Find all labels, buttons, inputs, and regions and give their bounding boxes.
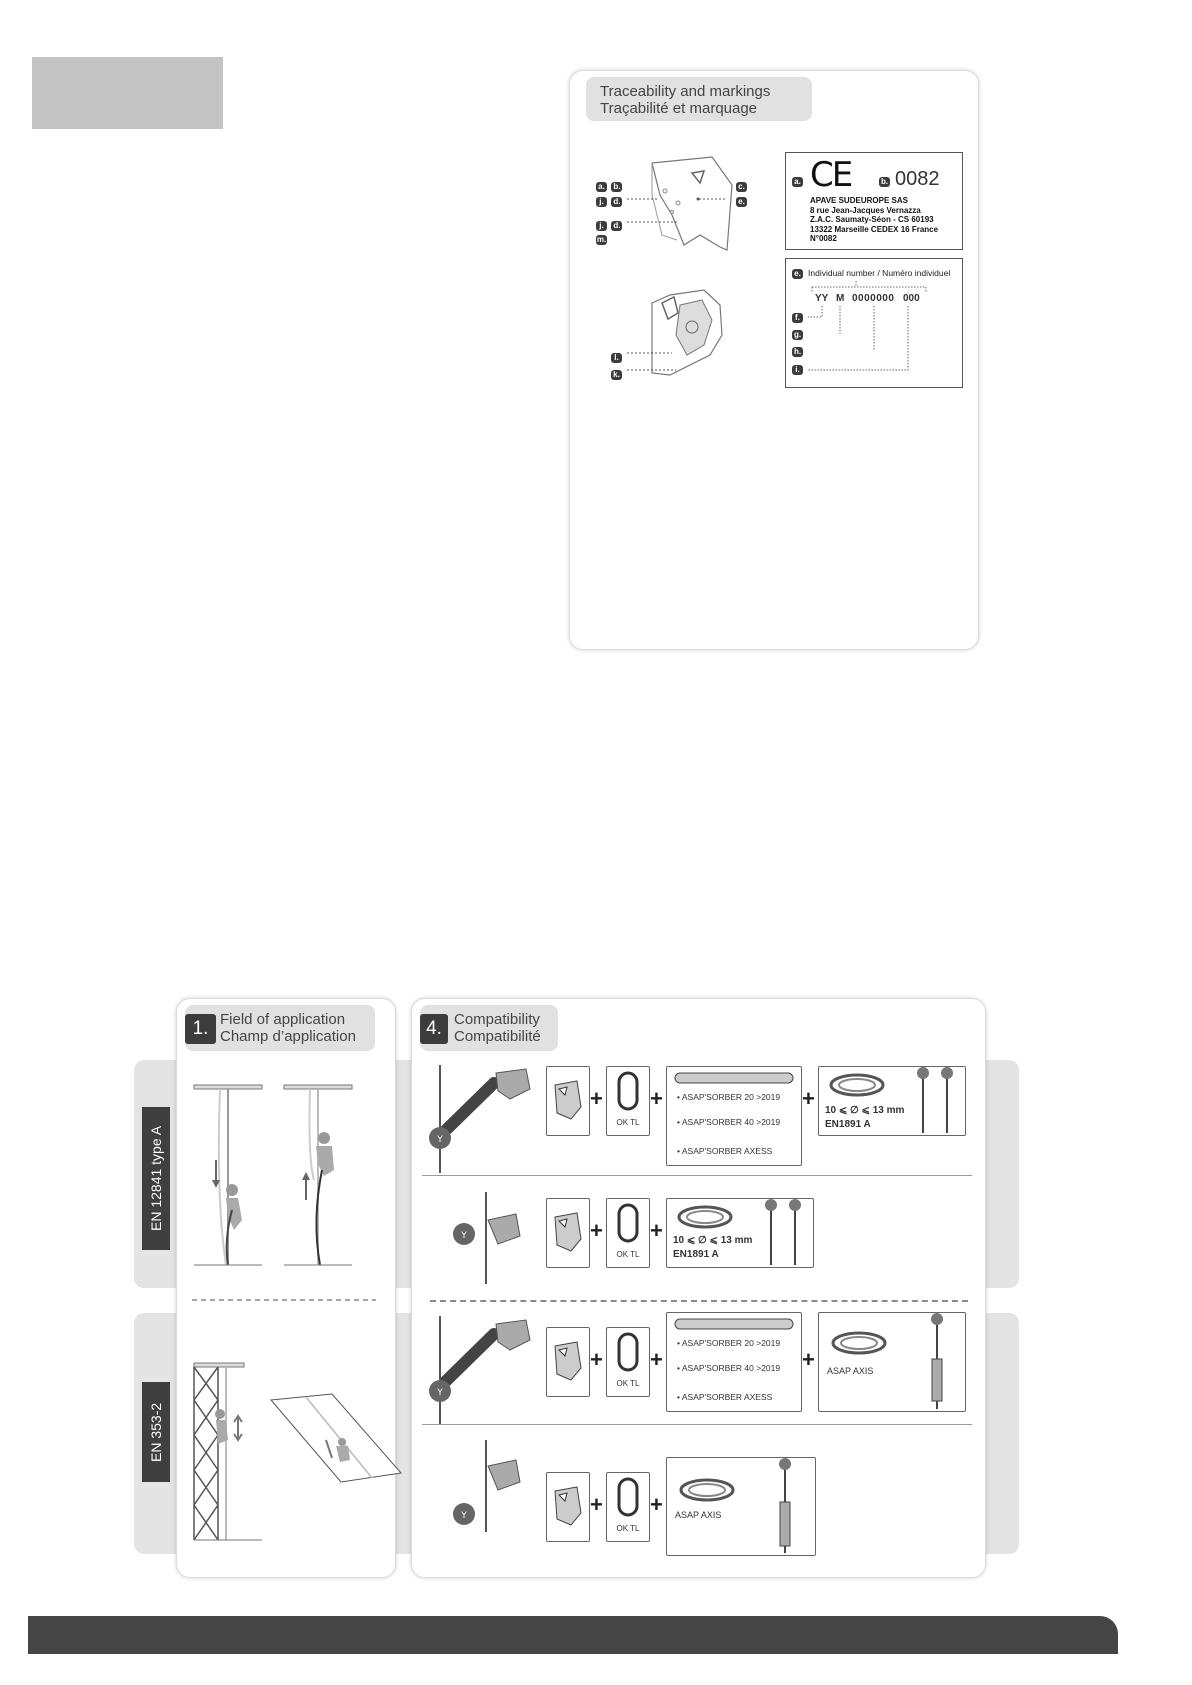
row4-usage-illustration	[446, 1440, 536, 1532]
device-icon	[547, 1328, 589, 1396]
ce-label-a: a.	[792, 177, 803, 187]
rope-standard: EN1891 A	[673, 1249, 719, 1260]
device-icon	[547, 1067, 589, 1135]
row-separator	[422, 1175, 972, 1176]
field-illustrations	[186, 1080, 386, 1550]
serial-label-f: f.	[792, 313, 803, 323]
ce-marking-box	[785, 152, 963, 250]
row1-absorber-box	[666, 1066, 802, 1166]
row2-usage-illustration	[446, 1192, 536, 1284]
section-number-4: 4.	[420, 1014, 448, 1044]
absorber-icon	[667, 1067, 801, 1089]
plus-sign: +	[650, 1218, 663, 1243]
label-e-wrap	[736, 191, 747, 209]
serial-label-h: h.	[793, 347, 802, 356]
compatibility-header	[420, 1005, 558, 1051]
address-line: Z.A.C. Saumaty-Séon - CS 60193	[810, 215, 934, 224]
device-icon	[547, 1473, 589, 1541]
plus-sign: +	[590, 1086, 603, 1111]
row1-rope-box	[818, 1066, 966, 1136]
label-e: e.	[736, 197, 747, 207]
plus-sign: +	[590, 1347, 603, 1372]
footer-bar	[28, 1616, 1118, 1654]
absorber-option: • ASAP'SORBER 40 >2019	[677, 1117, 781, 1127]
field-title-en: Field of application	[220, 1011, 346, 1028]
carabiner-label: OK TL	[616, 1524, 640, 1533]
plus-sign: +	[590, 1218, 603, 1243]
traceability-header	[586, 77, 812, 121]
address-line: APAVE SUDEUROPE SAS	[810, 196, 908, 205]
label-j: j.	[596, 197, 607, 207]
address-line: N°0082	[810, 234, 837, 243]
row2-rope-box	[666, 1198, 814, 1268]
plus-sign: +	[590, 1492, 603, 1517]
absorber-icon	[667, 1313, 801, 1335]
row4-axis-box	[666, 1457, 816, 1556]
address-line: 8 rue Jean-Jacques Vernazza	[810, 205, 921, 215]
compat-title-en: Compatibility	[454, 1011, 540, 1028]
serial-yy: YY	[815, 293, 829, 304]
row2-carabiner-box	[606, 1198, 650, 1268]
svg-text:Y: Y	[437, 1388, 443, 1398]
rope-range: 10 ⩽ ∅ ⩽ 13 mm	[673, 1235, 753, 1246]
label-a: a.	[596, 182, 607, 192]
ce-label-b: b.	[880, 177, 889, 186]
svg-text:Y: Y	[461, 1511, 467, 1521]
serial-digits: 0000000	[852, 293, 895, 304]
axis-label: ASAP AXIS	[675, 1510, 722, 1520]
row1-usage-illustration	[426, 1065, 536, 1173]
svg-text:Y: Y	[437, 1135, 443, 1145]
notified-body-address	[810, 196, 938, 244]
serial-number-box	[785, 258, 963, 388]
plus-sign: +	[650, 1086, 663, 1111]
row3-usage-illustration	[426, 1316, 536, 1424]
traceability-title-fr: Traçabilité et marquage	[600, 100, 758, 117]
compat-title-fr: Compatibilité	[454, 1028, 541, 1045]
carabiner-label: OK TL	[616, 1250, 640, 1259]
plus-sign: +	[650, 1347, 663, 1372]
serial-label-e: e.	[792, 269, 803, 279]
label-c: c.	[736, 182, 747, 192]
label-d: d.	[613, 197, 621, 206]
axis-rope-icon	[667, 1458, 815, 1555]
serial-title: Individual number / Numéro individuel	[808, 268, 951, 278]
plus-sign: +	[802, 1347, 815, 1372]
row3-axis-box	[818, 1312, 966, 1412]
ce-mark: CE	[810, 155, 852, 195]
absorber-option: • ASAP'SORBER 40 >2019	[677, 1363, 781, 1373]
carabiner-icon	[607, 1199, 649, 1249]
serial-leader-lines	[786, 259, 962, 387]
row1-carabiner-box	[606, 1066, 650, 1136]
standard-label-type-a: EN 12841 type A	[142, 1107, 170, 1250]
label-k-wrap	[611, 364, 622, 382]
absorber-option: • ASAP'SORBER AXESS	[677, 1392, 773, 1402]
carabiner-icon	[607, 1328, 649, 1378]
label-d-2: d.	[613, 221, 621, 230]
address-line: 13322 Marseille CEDEX 16 France	[810, 224, 939, 234]
section-number-1: 1.	[185, 1014, 216, 1044]
carabiner-icon	[607, 1067, 649, 1117]
placeholder-block	[32, 57, 223, 129]
label-j-2: j.	[596, 221, 607, 231]
row2-device-box	[546, 1198, 590, 1268]
field-title-fr: Champ d’application	[220, 1028, 356, 1045]
label-l: l.	[611, 353, 622, 363]
row4-device-box	[546, 1472, 590, 1542]
axis-label: ASAP AXIS	[827, 1366, 874, 1376]
section-separator	[430, 1300, 968, 1302]
absorber-option: • ASAP'SORBER 20 >2019	[677, 1338, 781, 1348]
rope-range: 10 ⩽ ∅ ⩽ 13 mm	[825, 1105, 905, 1116]
rope-standard: EN1891 A	[825, 1119, 871, 1130]
notified-body-number: 0082	[895, 168, 940, 190]
field-of-application-header	[185, 1005, 375, 1051]
serial-suffix: 000	[903, 293, 920, 304]
row3-carabiner-box	[606, 1327, 650, 1397]
carabiner-label: OK TL	[616, 1379, 640, 1388]
row3-absorber-box	[666, 1312, 802, 1412]
device-icon	[547, 1199, 589, 1267]
plus-sign: +	[650, 1492, 663, 1517]
serial-label-i: i.	[792, 365, 803, 375]
row-separator	[422, 1424, 972, 1425]
label-l-wrap	[611, 347, 622, 365]
traceability-title-en: Traceability and markings	[600, 83, 771, 100]
label-b: b.	[613, 182, 621, 191]
label-k: k.	[611, 370, 622, 380]
axis-rope-icon	[819, 1313, 965, 1411]
row1-device-box	[546, 1066, 590, 1136]
serial-m: M	[836, 293, 845, 304]
standard-label-en353: EN 353-2	[142, 1382, 170, 1482]
label-m: m.	[596, 235, 607, 244]
label-group-mid	[596, 191, 622, 209]
absorber-option: • ASAP'SORBER 20 >2019	[677, 1092, 781, 1102]
absorber-option: • ASAP'SORBER AXESS	[677, 1146, 773, 1156]
serial-label-g: g.	[793, 330, 802, 339]
row3-device-box	[546, 1327, 590, 1397]
row4-carabiner-box	[606, 1472, 650, 1542]
label-group-m	[596, 229, 607, 247]
plus-sign: +	[802, 1086, 815, 1111]
carabiner-icon	[607, 1473, 649, 1523]
carabiner-label: OK TL	[616, 1118, 640, 1127]
svg-text:Y: Y	[461, 1231, 467, 1241]
